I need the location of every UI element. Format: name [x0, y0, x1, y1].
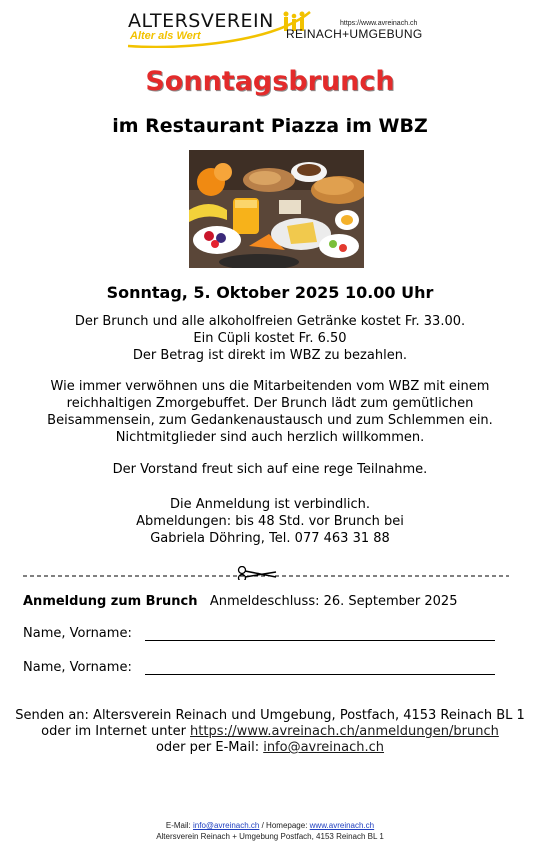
brunch-illustration [189, 150, 364, 268]
registration-info [0, 496, 540, 547]
footer-contact: E-Mail: info@avreinach.ch / Homepage: www.avreinach.ch [165, 821, 375, 830]
form-heading: Anmeldung zum Brunch [23, 594, 198, 609]
price-line: Ein Cüpli kostet Fr. 6.50 [193, 331, 347, 346]
registration-info-line: Die Anmeldung ist verbindlich. [169, 497, 371, 512]
logo-region: REINACH+UMGEBUNG [286, 27, 423, 41]
send-internet: oder im Internet unter https://www.avreinach.ch/anmeldungen/brunch [41, 724, 499, 739]
name-field-label: Name, Vorname: [23, 626, 132, 641]
scissors-icon [239, 567, 277, 581]
price-line: Der Betrag ist direkt im WBZ zu bezahlen. [132, 348, 408, 363]
logo-tagline: Alter als Wert [130, 30, 201, 42]
form-header [23, 594, 457, 609]
footer-homepage-link[interactable]: www.avreinach.ch [309, 821, 375, 830]
description-line: Nichtmitglieder sind auch herzlich willkommen. [115, 430, 425, 445]
name-field-label: Name, Vorname: [23, 660, 132, 675]
price-paragraph [0, 313, 540, 364]
registration-info-line: Gabriela Döhring, Tel. 077 463 31 88 [150, 531, 390, 546]
name-field[interactable] [23, 626, 495, 644]
cut-line [23, 566, 509, 580]
price-line: Der Brunch und alle alkoholfreien Getränke kostet Fr. 33.00. [74, 314, 466, 329]
page-title: Sonntagsbrunch [145, 66, 395, 97]
association-logo [128, 6, 428, 48]
closing-line: Der Vorstand freut sich auf eine rege Teilnahme. [112, 462, 428, 477]
name-field-line[interactable] [145, 640, 495, 641]
footer-email-link[interactable]: info@avreinach.ch [193, 821, 260, 830]
name-field-line[interactable] [145, 674, 495, 675]
form-deadline: Anmeldeschluss: 26. September 2025 [209, 594, 458, 609]
send-email: oder per E-Mail: info@avreinach.ch [155, 740, 385, 755]
description-line: Beisammensein, zum Gedankenaustausch und zum Schlemmen ein. [47, 413, 493, 428]
logo-name: ALTERSVEREIN [128, 10, 274, 32]
send-address: Senden an: Altersverein Reinach und Umgebung, Postfach, 4153 Reinach BL 1 [15, 708, 525, 723]
email-link[interactable]: info@avreinach.ch [263, 740, 385, 755]
footer-address: Altersverein Reinach + Umgebung Postfach, 4153 Reinach BL 1 [156, 832, 384, 841]
page-subtitle: im Restaurant Piazza im WBZ [112, 115, 428, 137]
brunch-photo [189, 150, 364, 268]
logo-url: https://www.avreinach.ch [340, 20, 418, 27]
description-line: reichhaltigen Zmorgebuffet. Der Brunch lädt zum gemütlichen [66, 396, 474, 411]
page-footer [0, 820, 540, 842]
registration-info-line: Abmeldungen: bis 48 Std. vor Brunch bei [136, 514, 404, 529]
description-paragraph [0, 378, 540, 446]
name-field[interactable] [23, 660, 495, 678]
description-line: Wie immer verwöhnen uns die Mitarbeitenden vom WBZ mit einem [50, 379, 490, 394]
event-date: Sonntag, 5. Oktober 2025 10.00 Uhr [106, 283, 434, 302]
send-instructions [0, 708, 540, 756]
registration-link[interactable]: https://www.avreinach.ch/anmeldungen/brunch [190, 724, 499, 739]
